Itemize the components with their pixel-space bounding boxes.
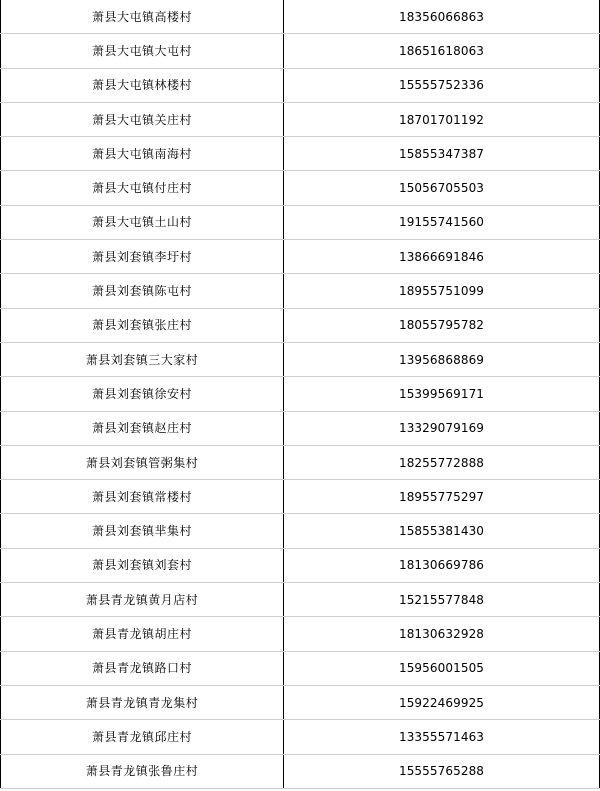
village-name-cell: 萧县青龙镇黄月店村	[1, 583, 284, 617]
village-name-cell: 萧县大屯镇土山村	[1, 205, 284, 239]
phone-number-cell: 15555752336	[284, 68, 600, 102]
village-name-cell: 萧县大屯镇高楼村	[1, 0, 284, 34]
table-row	[1, 342, 600, 376]
phone-number-cell: 19155741560	[284, 205, 600, 239]
village-name-cell: 萧县刘套镇赵庄村	[1, 411, 284, 445]
phone-number-cell: 18130632928	[284, 617, 600, 651]
phone-number-cell: 18955775297	[284, 480, 600, 514]
table-row	[1, 308, 600, 342]
village-name-cell: 萧县刘套镇徐安村	[1, 377, 284, 411]
village-name-cell: 萧县刘套镇管粥集村	[1, 445, 284, 479]
village-name-cell: 萧县青龙镇邱庄村	[1, 720, 284, 754]
table-row	[1, 102, 600, 136]
phone-number-cell: 13329079169	[284, 411, 600, 445]
village-name-cell: 萧县青龙镇张鲁庄村	[1, 754, 284, 788]
table-row	[1, 411, 600, 445]
phone-number-cell: 15215577848	[284, 583, 600, 617]
village-name-cell: 萧县大屯镇林楼村	[1, 68, 284, 102]
phone-number-cell: 15855347387	[284, 137, 600, 171]
phone-number-cell: 15922469925	[284, 685, 600, 719]
village-name-cell: 萧县大屯镇南海村	[1, 137, 284, 171]
table-row	[1, 205, 600, 239]
table-row	[1, 720, 600, 754]
phone-number-cell: 18701701192	[284, 102, 600, 136]
table-row	[1, 34, 600, 68]
table-row	[1, 0, 600, 34]
village-name-cell: 萧县大屯镇付庄村	[1, 171, 284, 205]
phone-number-cell: 15855381430	[284, 514, 600, 548]
phone-number-cell: 18356066863	[284, 0, 600, 34]
village-name-cell: 萧县刘套镇刘套村	[1, 548, 284, 582]
phone-number-cell: 18955751099	[284, 274, 600, 308]
table-row	[1, 377, 600, 411]
phone-number-cell: 18255772888	[284, 445, 600, 479]
phone-number-cell: 15056705503	[284, 171, 600, 205]
phone-number-cell: 18130669786	[284, 548, 600, 582]
table-row	[1, 617, 600, 651]
table-row	[1, 274, 600, 308]
phone-number-cell: 13956868869	[284, 342, 600, 376]
phone-number-cell: 15555765288	[284, 754, 600, 788]
village-name-cell: 萧县青龙镇路口村	[1, 651, 284, 685]
table-row	[1, 171, 600, 205]
table-row	[1, 685, 600, 719]
village-name-cell: 萧县青龙镇胡庄村	[1, 617, 284, 651]
phone-number-cell: 13866691846	[284, 240, 600, 274]
phone-number-cell: 18055795782	[284, 308, 600, 342]
table-row	[1, 68, 600, 102]
village-name-cell: 萧县刘套镇芈集村	[1, 514, 284, 548]
village-name-cell: 萧县大屯镇大屯村	[1, 34, 284, 68]
village-name-cell: 萧县刘套镇陈屯村	[1, 274, 284, 308]
table-row	[1, 240, 600, 274]
village-name-cell: 萧县刘套镇常楼村	[1, 480, 284, 514]
village-name-cell: 萧县刘套镇三大家村	[1, 342, 284, 376]
table-row	[1, 480, 600, 514]
table-row	[1, 445, 600, 479]
phone-number-cell: 15399569171	[284, 377, 600, 411]
table-row	[1, 754, 600, 788]
village-name-cell: 萧县大屯镇关庄村	[1, 102, 284, 136]
table-row	[1, 137, 600, 171]
village-name-cell: 萧县刘套镇张庄村	[1, 308, 284, 342]
table-row	[1, 514, 600, 548]
table-row	[1, 548, 600, 582]
village-name-cell: 萧县刘套镇李圩村	[1, 240, 284, 274]
phone-number-cell: 13355571463	[284, 720, 600, 754]
phone-number-cell: 15956001505	[284, 651, 600, 685]
table-row	[1, 583, 600, 617]
village-name-cell: 萧县青龙镇青龙集村	[1, 685, 284, 719]
table-row	[1, 651, 600, 685]
phone-number-cell: 18651618063	[284, 34, 600, 68]
